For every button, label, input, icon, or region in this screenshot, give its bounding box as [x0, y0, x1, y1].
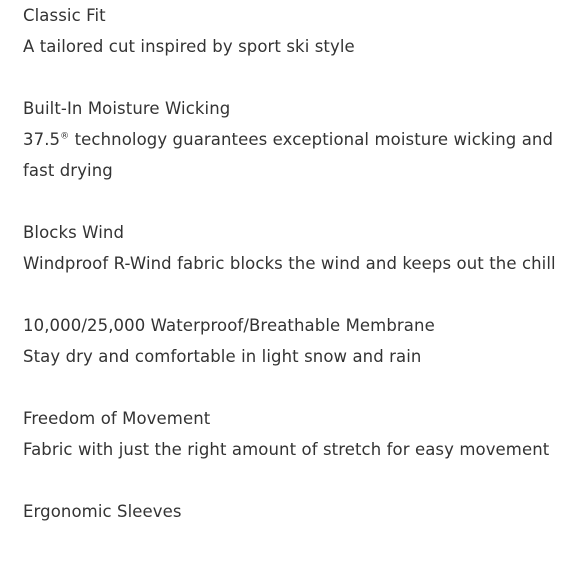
feature-title: Freedom of Movement	[23, 409, 211, 428]
feature-title: Built-In Moisture Wicking	[23, 99, 231, 118]
feature-description-number: 37.5	[23, 130, 61, 149]
feature-item-ergonomic-sleeves	[23, 496, 563, 527]
feature-description	[23, 124, 563, 186]
feature-title: 10,000/25,000 Waterproof/Breathable Membrane	[23, 316, 435, 335]
feature-title: Blocks Wind	[23, 223, 125, 242]
feature-item-moisture-wicking	[23, 93, 563, 186]
feature-item-classic-fit	[23, 0, 563, 62]
feature-description: Windproof R-Wind fabric blocks the wind and keeps out the chill	[23, 254, 556, 273]
feature-title: Ergonomic Sleeves	[23, 502, 182, 521]
feature-title: Classic Fit	[23, 6, 106, 25]
feature-description: Fabric with just the right amount of stretch for easy movement	[23, 440, 550, 459]
registered-mark: ®	[60, 131, 70, 142]
feature-item-blocks-wind	[23, 217, 563, 279]
feature-description-text: technology guarantees exceptional moisture wicking and fast drying	[23, 130, 554, 180]
feature-description: Stay dry and comfortable in light snow and rain	[23, 347, 422, 366]
feature-description: A tailored cut inspired by sport ski style	[23, 37, 355, 56]
feature-item-waterproof-membrane	[23, 310, 563, 372]
feature-item-freedom-of-movement	[23, 403, 563, 465]
feature-list	[23, 0, 563, 527]
